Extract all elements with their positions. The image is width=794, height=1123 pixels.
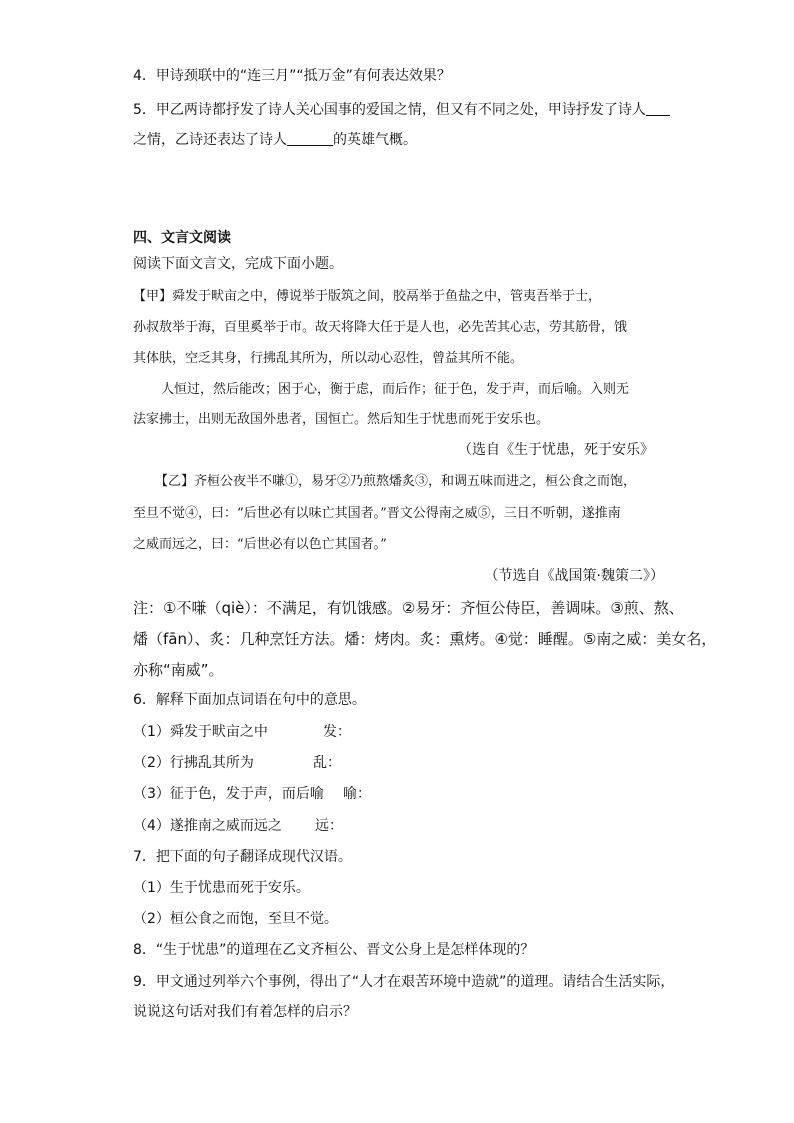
instruction: 阅读下面文言文，完成下面小题。 xyxy=(133,256,343,272)
question-6-word: 远： xyxy=(315,818,343,834)
question-6-item xyxy=(133,816,343,836)
notes-line: 亦称“南威”。 xyxy=(133,661,224,679)
answer-blank xyxy=(646,101,670,116)
question-5-text: 的英雄气概。 xyxy=(333,132,417,148)
question-5-line-1 xyxy=(133,100,670,120)
passage-yi-line: 之威而远之，曰：“后世必有以色亡其国者。” xyxy=(133,537,387,552)
question-6-item xyxy=(133,722,351,742)
notes-line: 注：①不嗛（qiè）：不满足，有饥饿感。②易牙：齐恒公侍臣，善调味。③煎、熬、 xyxy=(133,599,684,617)
question-9-line-1: 9．甲文通过列举六个事例，得出了“人才在艰苦环境中造就”的道理。请结合生活实际， xyxy=(133,974,675,990)
question-5-line-2 xyxy=(133,130,417,150)
passage-jia-line: 【甲】舜发于畎亩之中，傅说举于版筑之间，胶鬲举于鱼盐之中，管夷吾举于士， xyxy=(133,289,602,304)
question-6-sentence: （3）征于色，发于声，而后喻 xyxy=(133,786,324,802)
question-5-text: 之情，乙诗还表达了诗人 xyxy=(133,132,287,148)
passage-jia-source: （选自《生于忧患，死于安乐》 xyxy=(458,442,654,458)
passage-yi-source: （节选自《战国策·魏策二》） xyxy=(484,568,664,584)
question-6-stem: 6．解释下面加点词语在句中的意思。 xyxy=(133,692,366,708)
question-9-line-2: 说说这句话对我们有着怎样的启示？ xyxy=(133,1004,357,1020)
question-6-word: 发： xyxy=(323,724,351,740)
section-title: 四、文言文阅读 xyxy=(133,230,231,246)
passage-jia-line: 法家拂士，出则无敌国外患者，国恒亡。然后知生于忧患而死于安乐也。 xyxy=(133,412,550,427)
passage-yi-line: 至旦不觉④，曰：“后世必有以味亡其国者。”晋文公得南之威⑤，三日不听朝，遂推南 xyxy=(133,506,621,521)
passage-jia-line: 孙叔敖举于海，百里奚举于市。故天将降大任于是人也，必先苦其心志，劳其筋骨，饿 xyxy=(133,320,628,335)
question-4: 4．甲诗颈联中的“连三月”“抵万金”有何表达效果？ xyxy=(133,68,451,84)
passage-jia-line: 人恒过，然后能改；困于心，衡于虑，而后作；征于色，发于声，而后喻。入则无 xyxy=(161,382,630,397)
question-6-sentence: （4）遂推南之威而远之 xyxy=(133,818,282,834)
question-6-item xyxy=(133,753,341,773)
question-6-sentence: （1）舜发于畎亩之中 xyxy=(133,724,268,740)
question-5-text: 5．甲乙两诗都抒发了诗人关心国事的爱国之情，但又有不同之处，甲诗抒发了诗人 xyxy=(133,102,646,118)
question-7-item: （1）生于忧患而死于安乐。 xyxy=(133,880,310,896)
question-7-stem: 7．把下面的句子翻译成现代汉语。 xyxy=(133,849,352,865)
question-6-sentence: （2）行拂乱其所为 xyxy=(133,755,254,771)
answer-blank xyxy=(287,131,333,146)
question-6-word: 乱： xyxy=(313,755,341,771)
question-6-item xyxy=(133,784,371,804)
passage-jia-line: 其体肤，空乏其身，行拂乱其所为，所以动心忍性，曾益其所不能。 xyxy=(133,351,524,366)
question-8: 8．“生于忧患”的道理在乙文齐桓公、晋文公身上是怎样体现的？ xyxy=(133,942,535,958)
question-6-word: 喻： xyxy=(343,786,371,802)
passage-yi-line: 【乙】齐桓公夜半不嗛①，易牙②乃煎熬燔炙③，和调五味而进之，桓公食之而饱， xyxy=(155,474,637,489)
question-7-item: （2）桓公食之而饱，至旦不觉。 xyxy=(133,911,338,927)
notes-line: 燔（fān）、炙：几种烹饪方法。燔：烤肉。炙：熏烤。④觉：睡醒。⑤南之威：美女名， xyxy=(133,630,717,648)
